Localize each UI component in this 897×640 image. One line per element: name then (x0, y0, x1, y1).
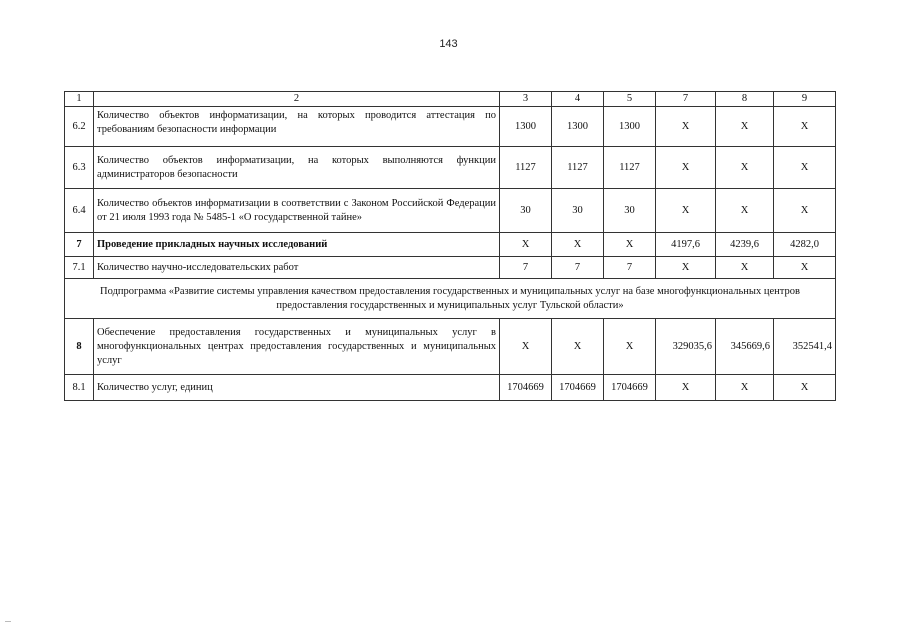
row-name: Количество объектов информатизации в соответствии с Законом Российской Федерации от 21 июля 1993 года № 5485-1 «О государственной тайне» (94, 189, 500, 233)
row-number: 6.3 (65, 147, 94, 189)
cell-value: 4197,6 (656, 233, 716, 257)
cell-value: X (716, 257, 774, 279)
table-row (65, 233, 836, 257)
column-header: 7 (656, 92, 716, 107)
row-name: Проведение прикладных научных исследований (94, 233, 500, 257)
cell-value: 1127 (604, 147, 656, 189)
cell-value: X (774, 257, 836, 279)
cell-value: 7 (500, 257, 552, 279)
column-header: 8 (716, 92, 774, 107)
cell-value: 7 (552, 257, 604, 279)
cell-value: X (716, 189, 774, 233)
column-header: 3 (500, 92, 552, 107)
cell-value: X (656, 257, 716, 279)
cell-value: X (716, 375, 774, 401)
indicators-table (64, 91, 836, 401)
header-row (65, 92, 836, 107)
cell-value: X (500, 233, 552, 257)
row-number: 6.4 (65, 189, 94, 233)
cell-value: 1300 (500, 107, 552, 147)
row-number: 8.1 (65, 375, 94, 401)
cell-value: X (552, 319, 604, 375)
column-header: 1 (65, 92, 94, 107)
cell-value: 4239,6 (716, 233, 774, 257)
cell-value: 1300 (552, 107, 604, 147)
cell-value: 7 (604, 257, 656, 279)
table-row (65, 319, 836, 375)
cell-value: X (604, 319, 656, 375)
cell-value: 1704669 (552, 375, 604, 401)
cell-value: X (656, 189, 716, 233)
cell-value: 1127 (500, 147, 552, 189)
cell-value: 1127 (552, 147, 604, 189)
cell-value: 1300 (604, 107, 656, 147)
table-row (65, 107, 836, 147)
table-row (65, 257, 836, 279)
cell-value: 1704669 (500, 375, 552, 401)
row-name: Количество объектов информатизации, на которых выполняются функции администраторов безопасности (94, 147, 500, 189)
cell-value: X (716, 107, 774, 147)
table-row (65, 375, 836, 401)
cell-value: X (774, 107, 836, 147)
cell-value: X (656, 147, 716, 189)
column-header: 5 (604, 92, 656, 107)
cell-value: 345669,6 (716, 319, 774, 375)
cell-value: 352541,4 (774, 319, 836, 375)
cell-value: 329035,6 (656, 319, 716, 375)
column-header: 2 (94, 92, 500, 107)
cell-value: 4282,0 (774, 233, 836, 257)
cell-value: X (552, 233, 604, 257)
table-row (65, 147, 836, 189)
cell-value: 1704669 (604, 375, 656, 401)
subprogram-title: Подпрограмма «Развитие системы управления качеством предоставления государственных и муниципальных услуг на базе многофункциональных центров предоставления государственных и муниципальных услуг Тульской области» (65, 279, 836, 319)
cell-value: 30 (552, 189, 604, 233)
row-name: Количество услуг, единиц (94, 375, 500, 401)
cell-value: X (774, 375, 836, 401)
row-number: 8 (65, 319, 94, 375)
column-header: 9 (774, 92, 836, 107)
cell-value: X (656, 375, 716, 401)
row-number: 7.1 (65, 257, 94, 279)
row-number: 6.2 (65, 107, 94, 147)
cell-value: X (500, 319, 552, 375)
cell-value: X (656, 107, 716, 147)
cell-value: X (774, 147, 836, 189)
column-header: 4 (552, 92, 604, 107)
subprogram-row (65, 279, 836, 319)
cell-value: 30 (604, 189, 656, 233)
row-name: Количество научно-исследовательских работ (94, 257, 500, 279)
cell-value: X (774, 189, 836, 233)
scan-artifact (5, 621, 11, 622)
row-name: Обеспечение предоставления государственных и муниципальных услуг в многофункциональных центрах предоставления государственных и муниципальных услуг (94, 319, 500, 375)
row-number: 7 (65, 233, 94, 257)
cell-value: 30 (500, 189, 552, 233)
cell-value: X (716, 147, 774, 189)
row-name: Количество объектов информатизации, на которых проводится аттестация по требованиям безопасности информации (94, 107, 500, 147)
page-number: 143 (439, 38, 458, 50)
table-row (65, 189, 836, 233)
cell-value: X (604, 233, 656, 257)
